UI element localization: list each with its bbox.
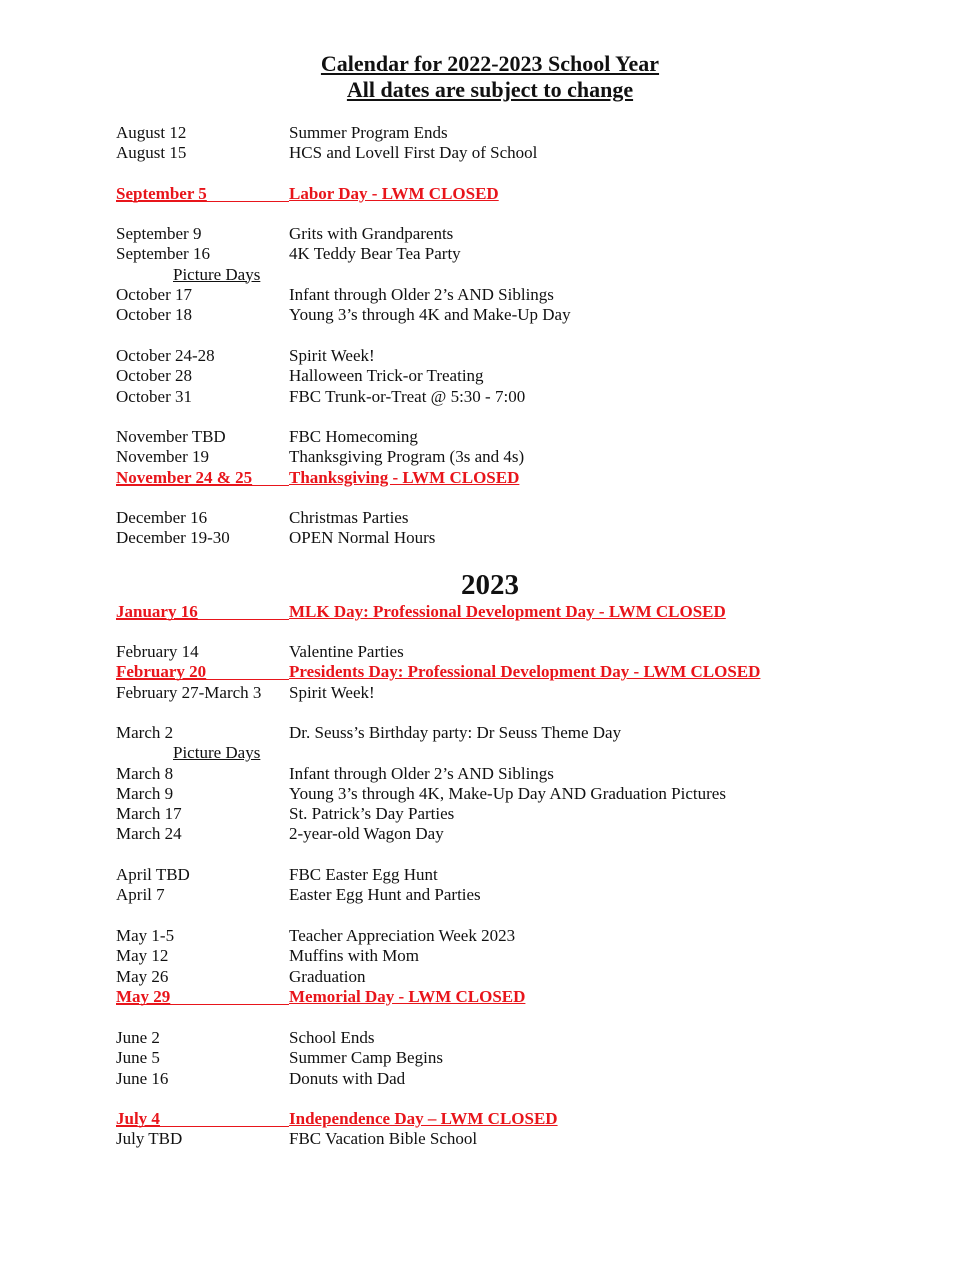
event-description: Infant through Older 2’s AND Siblings — [289, 763, 554, 783]
event-description: Teacher Appreciation Week 2023 — [289, 926, 516, 945]
event-date: September 16 — [116, 244, 210, 264]
closed-day-row — [0, 184, 980, 204]
event-date: September 9 — [116, 224, 202, 243]
event-date: June 16 — [116, 1068, 169, 1088]
event-date: August 15 — [116, 143, 187, 163]
event-group — [0, 184, 980, 204]
event-description: OPEN Normal Hours — [289, 528, 436, 548]
event-date: June 5 — [116, 1048, 160, 1068]
picture-days-subheading — [0, 743, 980, 763]
event-date: March 24 — [116, 824, 182, 844]
event-date: October 31 — [116, 386, 193, 406]
event-row — [0, 143, 980, 163]
event-row — [0, 346, 980, 366]
event-description: 4K Teddy Bear Tea Party — [289, 244, 461, 264]
event-date: May 12 — [116, 946, 169, 966]
event-row — [0, 305, 980, 325]
event-description: Easter Egg Hunt and Parties — [289, 885, 481, 905]
closed-day-row — [0, 987, 980, 1007]
event-description: HCS and Lovell First Day of School — [289, 143, 538, 163]
event-row — [0, 1129, 980, 1149]
event-description: Thanksgiving - LWM CLOSED — [289, 467, 520, 487]
event-description: Grits with Grandparents — [289, 224, 454, 243]
event-date: December 16 — [116, 508, 208, 527]
event-row — [0, 683, 980, 703]
event-group — [0, 508, 980, 549]
event-description: Young 3’s through 4K, Make-Up Day AND Graduation Pictures — [289, 783, 726, 803]
event-date: June 2 — [116, 1028, 160, 1047]
event-group — [0, 224, 980, 325]
event-description: Independence Day – LWM CLOSED — [289, 1109, 558, 1128]
event-description: FBC Vacation Bible School — [289, 1129, 478, 1149]
event-description: FBC Trunk-or-Treat @ 5:30 - 7:00 — [289, 386, 526, 406]
event-group — [0, 346, 980, 407]
event-date: November TBD — [116, 427, 226, 446]
event-row — [0, 528, 980, 548]
event-description: Halloween Trick-or Treating — [289, 366, 484, 386]
event-group — [0, 1028, 980, 1089]
event-date: January 16 — [116, 602, 198, 621]
event-description: St. Patrick’s Day Parties — [289, 804, 455, 824]
event-group — [0, 926, 980, 1007]
event-description: Dr. Seuss’s Birthday party: Dr Seuss Theme Day — [289, 723, 622, 742]
event-row — [0, 447, 980, 467]
year-heading: 2023 — [461, 569, 519, 601]
event-description: Labor Day - LWM CLOSED — [289, 184, 499, 203]
event-date: August 12 — [116, 123, 187, 142]
closed-day-row — [0, 662, 980, 682]
event-date: September 5 — [116, 184, 207, 203]
event-group — [0, 865, 980, 906]
event-date: October 24-28 — [116, 346, 215, 365]
event-description: Christmas Parties — [289, 508, 409, 527]
event-group — [0, 427, 980, 488]
event-row — [0, 366, 980, 386]
page-title: Calendar for 2022-2023 School Year — [320, 51, 660, 76]
event-group — [0, 602, 980, 622]
event-row — [0, 926, 980, 946]
event-row — [0, 865, 980, 885]
event-description: Young 3’s through 4K and Make-Up Day — [289, 305, 571, 325]
event-group — [0, 123, 980, 164]
event-row — [0, 723, 980, 743]
event-description: Graduation — [289, 966, 366, 986]
event-description: Valentine Parties — [289, 642, 404, 661]
event-description: School Ends — [289, 1028, 375, 1047]
event-date: October 28 — [116, 366, 193, 386]
event-row — [0, 642, 980, 662]
event-row — [0, 1028, 980, 1048]
event-description: Summer Program Ends — [289, 123, 448, 142]
event-description: Presidents Day: Professional Development Day - LWM CLOSED — [289, 662, 761, 682]
event-description: Summer Camp Begins — [289, 1048, 443, 1068]
event-row — [0, 1048, 980, 1068]
event-row — [0, 764, 980, 784]
event-row — [0, 784, 980, 804]
event-date: February 20 — [116, 662, 207, 682]
event-row — [0, 967, 980, 987]
closed-day-row — [0, 602, 980, 622]
event-row — [0, 387, 980, 407]
event-group — [0, 642, 980, 703]
event-date: April 7 — [116, 885, 165, 905]
event-description: Spirit Week! — [289, 346, 375, 365]
subheading-label: Picture Days — [173, 743, 261, 763]
event-row — [0, 285, 980, 305]
event-row — [0, 244, 980, 264]
event-row — [0, 804, 980, 824]
event-description: Thanksgiving Program (3s and 4s) — [289, 447, 525, 467]
event-description: Infant through Older 2’s AND Siblings — [289, 284, 554, 304]
picture-days-subheading — [0, 265, 980, 285]
event-date: March 9 — [116, 783, 174, 803]
event-date: March 2 — [116, 723, 174, 742]
event-date: May 1-5 — [116, 926, 175, 945]
event-date: November 24 & 25 — [116, 467, 253, 487]
closed-day-row — [0, 1109, 980, 1129]
event-description: Donuts with Dad — [289, 1068, 406, 1088]
event-row — [0, 946, 980, 966]
event-date: April TBD — [116, 865, 190, 884]
event-group — [0, 723, 980, 845]
event-description: Memorial Day - LWM CLOSED — [289, 986, 526, 1006]
event-description: 2-year-old Wagon Day — [289, 824, 444, 844]
event-date: February 14 — [116, 642, 199, 661]
event-date: May 29 — [116, 986, 171, 1006]
event-description: Spirit Week! — [289, 682, 375, 702]
page-subtitle: All dates are subject to change — [346, 77, 634, 102]
event-row — [0, 824, 980, 844]
closed-day-row — [0, 468, 980, 488]
event-date: May 26 — [116, 966, 169, 986]
event-date: July TBD — [116, 1129, 183, 1149]
event-row — [0, 123, 980, 143]
event-date: February 27-March 3 — [116, 682, 262, 702]
event-date: December 19-30 — [116, 528, 230, 548]
event-row — [0, 885, 980, 905]
event-date: October 18 — [116, 305, 193, 325]
event-group — [0, 1109, 980, 1150]
event-date: July 4 — [116, 1109, 160, 1128]
event-row — [0, 224, 980, 244]
event-description: FBC Easter Egg Hunt — [289, 865, 438, 884]
event-date: November 19 — [116, 447, 210, 467]
event-date: March 8 — [116, 763, 174, 783]
event-row — [0, 1069, 980, 1089]
event-description: MLK Day: Professional Development Day - LWM CLOSED — [289, 602, 726, 621]
event-row — [0, 508, 980, 528]
event-date: October 17 — [116, 284, 193, 304]
event-date: March 17 — [116, 804, 182, 824]
subheading-label: Picture Days — [173, 264, 261, 284]
event-row — [0, 427, 980, 447]
event-description: FBC Homecoming — [289, 427, 418, 446]
event-description: Muffins with Mom — [289, 946, 420, 966]
